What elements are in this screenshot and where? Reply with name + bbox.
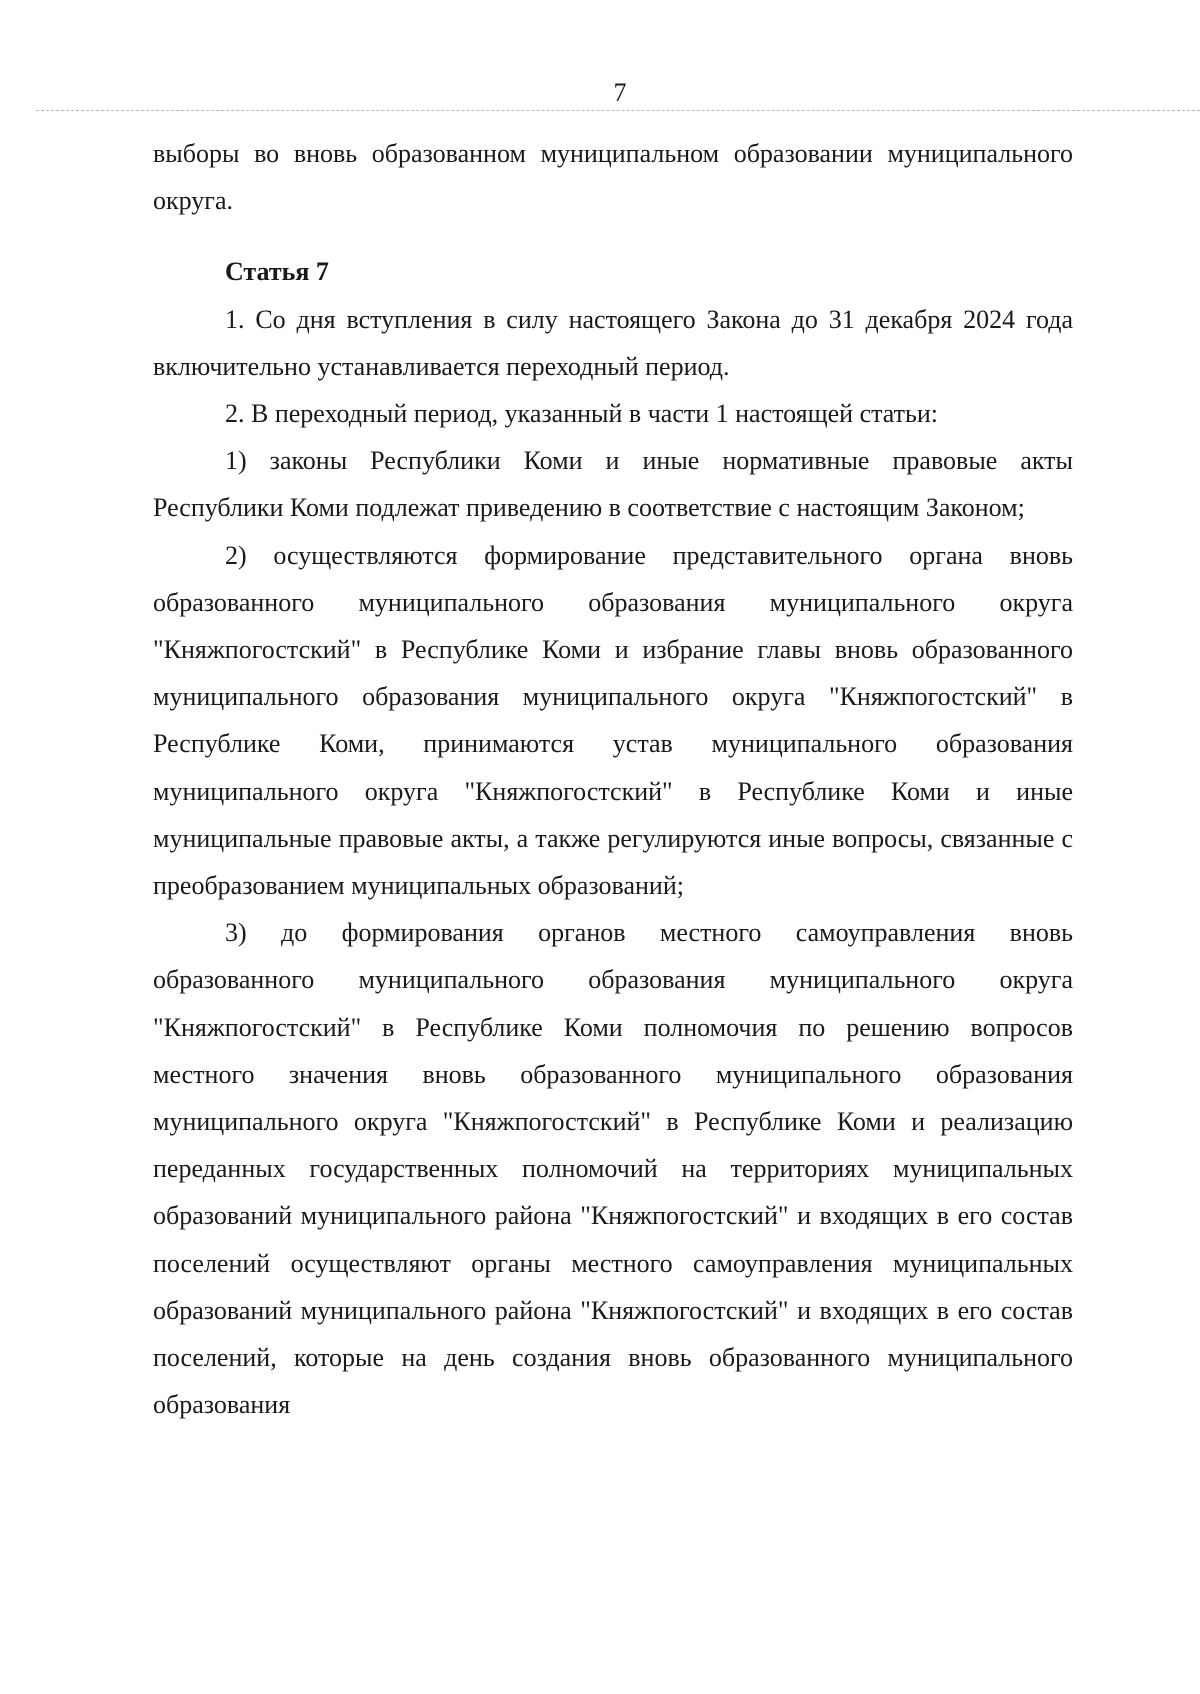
scan-divider-line [36,110,1200,111]
article-paragraph-2: 2. В переходный период, указанный в части 1 настоящей статьи: [225,399,939,429]
continuation-paragraph: выборы во вновь образованном муниципальном образовании муниципального округа. [153,139,1073,216]
document-body [153,130,1073,1428]
article-heading: Статья 7 [225,257,329,287]
article-item-3: 3) до формирования органов местного самоуправления вновь образованного муниципального образования муниципального округа "Княжпогостский" в Республике Коми полномочия по решению вопросов местного значения вновь образованного муниципального образования муниципального округа "Княжпогостский" в Республике Коми и реализацию переданных государственных полномочий на территориях муниципальных образований муниципального района "Княжпогостский" и входящих в его состав поселений осуществляют органы местного самоуправления муниципальных образований муниципального района "Княжпогостский" и входящих в его состав поселений, которые на день создания вновь образованного муниципального образования [153,918,1073,1420]
article-item-2: 2) осуществляются формирование представительного органа вновь образованного муниципального образования муниципального округа "Княжпогостский" в Республике Коми и избрание главы вновь образованного муниципального образования муниципального округа "Княжпогостский" в Республике Коми, принимаются устав муниципального образования муниципального округа "Княжпогостский" в Республике Коми и иные муниципальные правовые акты, а также регулируются иные вопросы, связанные с преобразованием муниципальных образований; [153,540,1073,901]
article-item-1: 1) законы Республики Коми и иные нормативные правовые акты Республики Коми подлежат приведению в соответствие с настоящим Законом; [153,446,1073,523]
article-paragraph-1: 1. Со дня вступления в силу настоящего Закона до 31 декабря 2024 года включительно устанавливается переходный период. [153,304,1073,381]
page-number: 7 [613,78,627,107]
